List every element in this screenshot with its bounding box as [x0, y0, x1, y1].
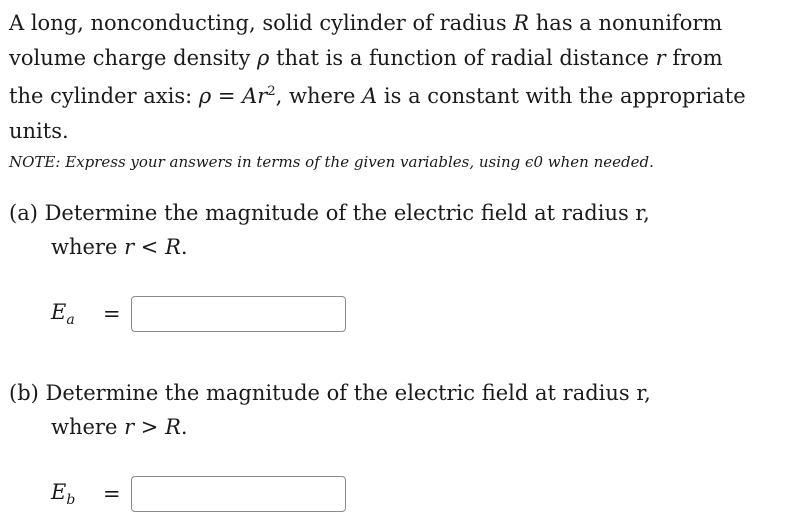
- problem-text: the cylinder axis:: [9, 84, 199, 108]
- problem-text: has a nonuniform: [529, 11, 723, 35]
- part-b-answer-row: [51, 476, 346, 512]
- part-a-line2: [9, 230, 650, 264]
- problem-text: units.: [9, 118, 69, 143]
- part-b-where: where: [51, 415, 125, 439]
- part-a-equals: =: [103, 302, 121, 326]
- part-b-period: .: [180, 415, 188, 439]
- note-text: NOTE: Express your answers in terms of the given variables, using ϵ0 when needed.: [9, 153, 654, 171]
- problem-text: , where: [275, 84, 363, 108]
- math-A: A: [362, 84, 378, 108]
- problem-text: is a constant with the appropriate: [377, 84, 746, 108]
- part-a-line1: (a) Determine the magnitude of the electric field at radius r,: [9, 201, 650, 225]
- part-a-answer-label: $E_a$: [51, 299, 75, 329]
- math-rho: ρ: [257, 45, 270, 70]
- question-container: [9, 6, 785, 509]
- part-b-answer-input[interactable]: [131, 476, 346, 512]
- part-a-answer-row: [51, 296, 346, 332]
- part-b-question: [9, 376, 651, 444]
- problem-statement: [9, 6, 785, 148]
- part-b-answer-label: $E_b$: [51, 479, 76, 509]
- part-b-line1: (b) Determine the magnitude of the electric field at radius r,: [9, 381, 651, 405]
- part-b-condition: r > R: [124, 415, 181, 439]
- part-a-question: [9, 196, 650, 264]
- part-a-condition: r < R: [124, 235, 181, 259]
- part-b-line2: [9, 410, 651, 444]
- math-exponent: 2: [267, 84, 276, 99]
- math-formula: ρ = Ar: [198, 84, 268, 108]
- part-a-answer-input[interactable]: [131, 296, 346, 332]
- part-a-where: where: [51, 235, 125, 259]
- problem-text: that is a function of radial distance: [269, 45, 656, 70]
- part-a-period: .: [180, 235, 188, 259]
- math-r: r: [655, 45, 666, 70]
- problem-text: A long, nonconducting, solid cylinder of radius: [9, 11, 514, 35]
- problem-text: from: [665, 45, 723, 70]
- problem-text: volume charge density: [9, 45, 258, 70]
- part-b-equals: =: [103, 482, 121, 506]
- math-R: R: [513, 11, 530, 35]
